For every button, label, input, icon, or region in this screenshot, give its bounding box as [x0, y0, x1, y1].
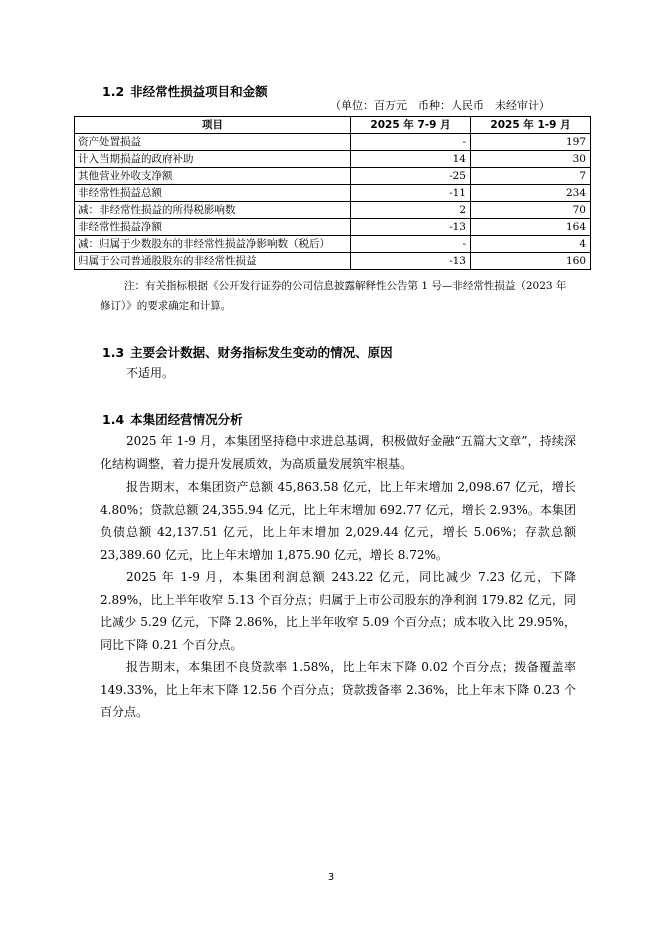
row-item-label: 计入当期损益的政府补助: [75, 151, 351, 168]
section-1-3-body: 不适用。: [126, 366, 175, 380]
section-number: 1.2: [102, 84, 125, 99]
row-q3-value: -11: [351, 185, 471, 202]
paragraph-profit: 2025 年 1-9 月，本集团利润总额 243.22 亿元，同比减少 7.23 亿元，下降 2.89%，比上半年收窄 5.13 个百分点；归属于上市公司股东的净利润 179.82 亿元，同比减少 5.29 亿元，下降 2.86%，比上半年收窄 5.09 个百分点；成本收入比 29.95%，同比下降 0.21 个百分点。: [100, 570, 576, 652]
column-header-item: 项目: [75, 117, 351, 134]
row-ytd-value: 70: [471, 202, 591, 219]
row-ytd-value: 197: [471, 134, 591, 151]
section-number: 1.4: [102, 412, 125, 427]
table-row: [75, 202, 591, 219]
paragraph-asset-quality: 报告期末，本集团不良贷款率 1.58%，比上年末下降 0.02 个百分点；拨备覆盖率 149.33%，比上年末下降 12.56 个百分点；贷款拨备率 2.36%，比上年末下降 0.23 个百分点。: [100, 660, 576, 720]
row-q3-value: 2: [351, 202, 471, 219]
page-number: 3: [327, 872, 335, 883]
paragraph-overview: 2025 年 1-9 月，本集团坚持稳中求进总基调，积极做好金融“五篇大文章”，持续深化结构调整，着力提升发展质效，为高质量发展筑牢根基。: [100, 434, 576, 471]
table-row: [75, 236, 591, 253]
section-title: 非经常性损益项目和金额: [130, 84, 268, 99]
table-row: [75, 168, 591, 185]
row-ytd-value: 7: [471, 168, 591, 185]
table-row: [75, 134, 591, 151]
table-row: [75, 253, 591, 270]
row-ytd-value: 4: [471, 236, 591, 253]
row-ytd-value: 30: [471, 151, 591, 168]
paragraph-balance-sheet: 报告期末，本集团资产总额 45,863.58 亿元，比上年末增加 2,098.67 亿元，增长 4.80%；贷款总额 24,355.94 亿元，比上年末增加 692.77 亿元，增长 2.93%。本集团负债总额 42,137.51 亿元，比上年末增加 2,029.44 亿元，增长 5.06%；存款总额 23,389.60 亿元，比上年末增加 1,875.90 亿元，增长 8.72%。: [100, 480, 576, 562]
row-item-label: 归属于公司普通股股东的非经常性损益: [75, 253, 351, 270]
row-q3-value: -25: [351, 168, 471, 185]
row-item-label: 资产处置损益: [75, 134, 351, 151]
row-item-label: 非经常性损益总额: [75, 185, 351, 202]
table-row: [75, 185, 591, 202]
section-title: 本集团经营情况分析: [130, 412, 243, 427]
row-item-label: 减：非经常性损益的所得税影响数: [75, 202, 351, 219]
row-q3-value: 14: [351, 151, 471, 168]
column-header-ytd: 2025 年 1-9 月: [471, 117, 591, 134]
row-q3-value: -: [351, 236, 471, 253]
column-header-q3: 2025 年 7-9 月: [351, 117, 471, 134]
table-row: [75, 219, 591, 236]
table-note: 注：有关指标根据《公开发行证券的公司信息披露解释性公告第 1 号—非经常性损益（2023 年修订）》的要求确定和计算。: [100, 280, 567, 312]
row-ytd-value: 164: [471, 219, 591, 236]
section-number: 1.3: [102, 345, 125, 360]
row-item-label: 其他营业外收支净额: [75, 168, 351, 185]
row-ytd-value: 234: [471, 185, 591, 202]
row-q3-value: -: [351, 134, 471, 151]
non-recurring-items-table: [74, 116, 591, 270]
table-row: [75, 151, 591, 168]
row-q3-value: -13: [351, 253, 471, 270]
table-header-row: [75, 117, 591, 134]
row-q3-value: -13: [351, 219, 471, 236]
section-1-4-heading: [102, 410, 243, 428]
section-1-3-heading: [102, 343, 393, 361]
row-item-label: 非经常性损益净额: [75, 219, 351, 236]
row-item-label: 减：归属于少数股东的非经常性损益净影响数（税后）: [75, 236, 351, 253]
unit-currency-line: （单位：百万元 币种：人民币 未经审计）: [330, 99, 550, 112]
section-1-2-heading: [102, 82, 268, 100]
row-ytd-value: 160: [471, 253, 591, 270]
section-title: 主要会计数据、财务指标发生变动的情况、原因: [130, 345, 393, 360]
